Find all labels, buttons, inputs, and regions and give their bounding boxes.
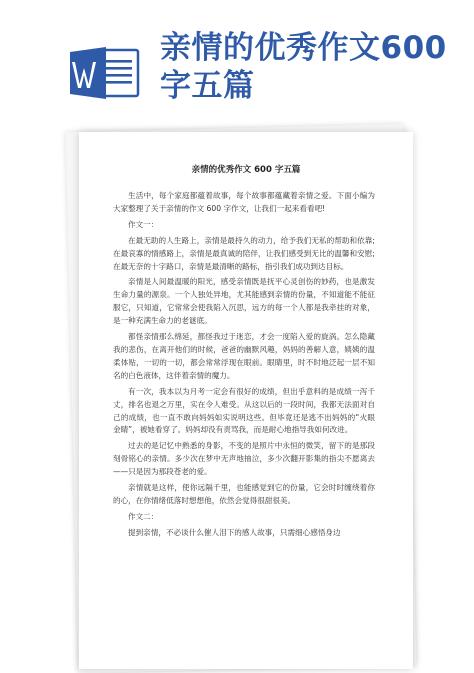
page-title: 亲情的优秀作文600字五篇: [160, 30, 447, 104]
document-title: 亲情的优秀作文 600 字五篇: [191, 165, 301, 175]
document-body: [113, 190, 375, 543]
section-heading: 作文一：: [128, 219, 159, 229]
document-paragraph: 过去的是记忆中熟悉的身影，不变的是照片中永恒的微笑，留下的是那段刻骨铭心的亲情。多少次在梦中无声地抽泣，多少次翻开影集的指尖不愿离去——只是因为那段苍老的爱。: [113, 441, 375, 477]
section-heading: 作文二：: [128, 511, 159, 521]
document-paragraph: 有一次，我本以为月考一定会有很好的成绩，但出乎意料的是成绩一泻千丈，排名也退之万里，实在令人难受。从这以后的一段时间，我都无法面对自己的成绩，也一直不敢向妈妈如实说明这些。但毕竟还是逃不出妈妈的“火眼金睛”，被她看穿了。妈妈却没有责骂我，而是耐心地指导我如何改进。: [113, 386, 375, 435]
document-paragraph: 生活中，每个家庭都蕴着故事，每个故事都蕴藏着亲情之爱。下面小编为大家整理了关于亲情的作文 600 字作文，让我们一起来看看吧!: [113, 191, 375, 213]
document-paragraph: 亲情就是这样，使你远隔千里，也能感觉到它的份量，它会时时缠绕着你的心，在你情绪低落时想想他，依然会觉得很甜很美。: [113, 483, 375, 505]
document-page: [79, 132, 413, 669]
document-paragraph: 提到亲情，不必谈什么催人泪下的感人故事，只需细心感悟身边: [128, 527, 341, 537]
microsoft-word-icon: [66, 44, 142, 102]
document-paragraph: 都怪亲情那么绵延，都怪我过于迷恋，才会一度陷入爱的旋涡。怎么隐藏我的悲伤，在离开他们的时候，爸爸的幽默风趣，妈妈的善解人意，姨姨的温柔体贴，一切的一切，都会常常浮现在眼前。眼睛里，时不时地泛起一层不知名的白色液体，这伴着亲情的魔力。: [113, 332, 375, 380]
banner: [0, 0, 474, 116]
document-paragraph: 亲情是人间最温暖的阳光，感受亲情既是抚平心灵创伤的妙药，也是激发生命力量的源泉。一个人独处异地，尤其能感到亲情的份量，不知道能不能征服它，只知道，它常常会使我陷入沉思，远方的每一个人都是我牵挂的对象，是一种充满生命力的老谜底。: [113, 277, 375, 326]
document-paragraph: 在最无助的人生路上，亲情是最持久的动力，给予我们无私的帮助和依靠;在最哀寡的情感路上，亲情是最真诚的陪伴，让我们感受到无比的温馨和安慰;在最无奈的十字路口，亲情是最清晰的路标，指引我们成功到达目标。: [113, 235, 375, 271]
